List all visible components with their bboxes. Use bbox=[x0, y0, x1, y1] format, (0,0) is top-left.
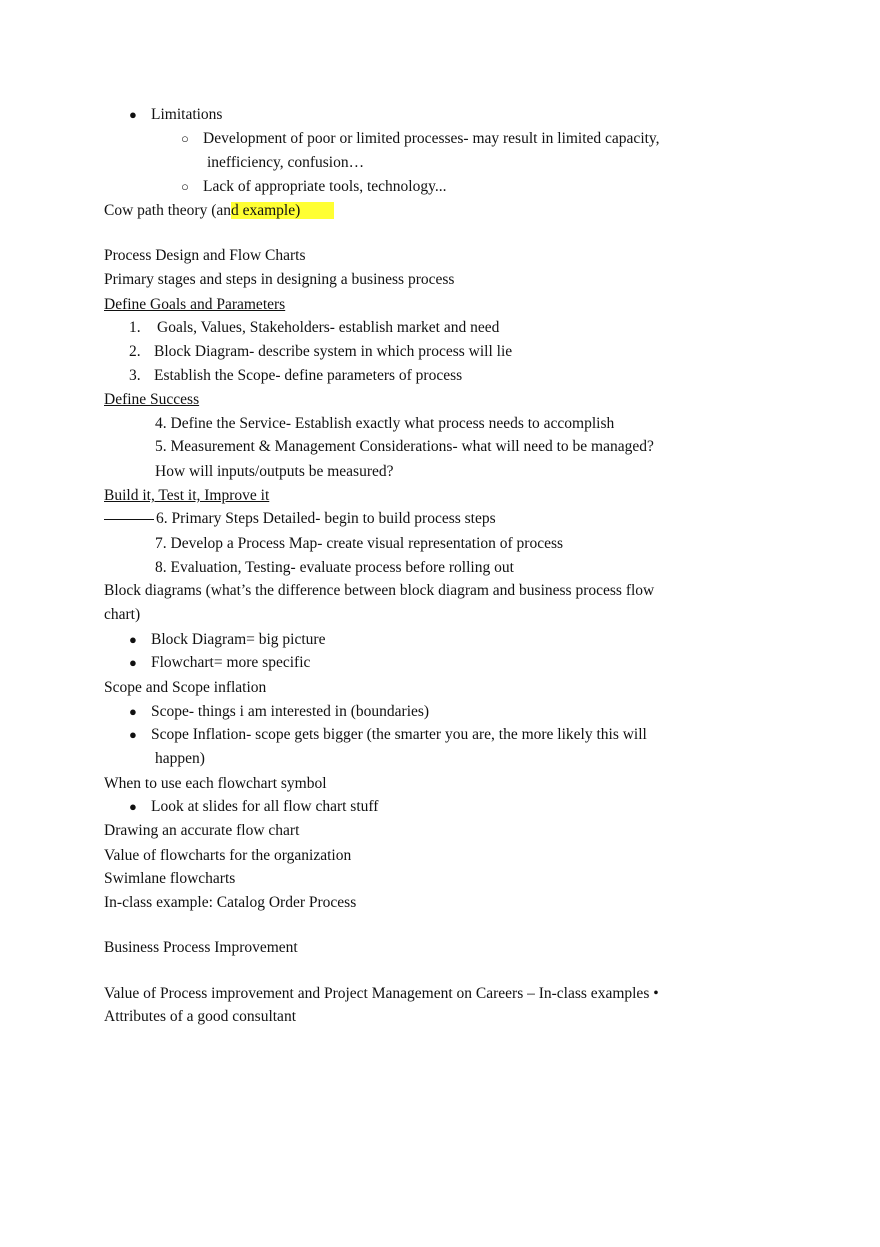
block-question-cont: chart) bbox=[104, 606, 141, 623]
limitation-item: Lack of appropriate tools, technology... bbox=[203, 178, 447, 195]
bullet-dot: ● bbox=[129, 727, 137, 742]
blank-line bbox=[104, 519, 154, 520]
highlighted-text: d example) bbox=[231, 202, 334, 219]
goal-item: Establish the Scope- define parameters of process bbox=[154, 367, 463, 384]
block-bullet: Block Diagram= big picture bbox=[151, 631, 326, 648]
closing-line: Attributes of a good consultant bbox=[104, 1008, 296, 1025]
goal-item: Goals, Values, Stakeholders- establish market and need bbox=[157, 319, 500, 336]
success-heading: Define Success bbox=[104, 391, 200, 408]
limitations-heading: Limitations bbox=[151, 106, 223, 123]
build-item-first bbox=[104, 509, 496, 529]
bullet-dot: ● bbox=[129, 704, 137, 719]
topic-line: Value of flowcharts for the organization bbox=[104, 847, 352, 864]
goal-number: 2. bbox=[129, 343, 141, 360]
goal-item: Block Diagram- describe system in which process will lie bbox=[154, 343, 513, 360]
scope-heading: Scope and Scope inflation bbox=[104, 679, 267, 696]
symbols-bullet: Look at slides for all flow chart stuff bbox=[151, 798, 379, 815]
topic-line: In-class example: Catalog Order Process bbox=[104, 894, 357, 911]
bullet-dot: ● bbox=[129, 655, 137, 670]
scope-bullet-cont: happen) bbox=[155, 750, 205, 767]
closing-line: Value of Process improvement and Project Management on Careers – In-class examples • bbox=[104, 985, 659, 1002]
bullet-dot: ● bbox=[129, 799, 137, 814]
cow-path-text: Cow path theory (an bbox=[104, 202, 231, 219]
build-item: 6. Primary Steps Detailed- begin to build process steps bbox=[156, 510, 496, 527]
cow-path-line bbox=[104, 201, 334, 221]
topic-line: Drawing an accurate flow chart bbox=[104, 822, 300, 839]
block-question: Block diagrams (what’s the difference between block diagram and business process flow bbox=[104, 582, 655, 599]
section-subtitle: Primary stages and steps in designing a business process bbox=[104, 271, 455, 288]
build-item: 7. Develop a Process Map- create visual representation of process bbox=[155, 535, 564, 552]
success-item: 5. Measurement & Management Considerations- what will need to be managed? bbox=[155, 438, 654, 455]
limitation-item: Development of poor or limited processes- may result in limited capacity, bbox=[203, 130, 660, 147]
bullet-circle: ○ bbox=[181, 131, 189, 146]
limitation-item-cont: inefficiency, confusion… bbox=[207, 154, 365, 171]
bullet-dot: ● bbox=[129, 632, 137, 647]
goal-number: 3. bbox=[129, 367, 141, 384]
bullet-circle: ○ bbox=[181, 179, 189, 194]
symbols-heading: When to use each flowchart symbol bbox=[104, 775, 327, 792]
bpi-title: Business Process Improvement bbox=[104, 939, 298, 956]
goals-heading: Define Goals and Parameters bbox=[104, 296, 286, 313]
scope-bullet: Scope- things i am interested in (boundaries) bbox=[151, 703, 430, 720]
scope-bullet: Scope Inflation- scope gets bigger (the smarter you are, the more likely this will bbox=[151, 726, 647, 743]
topic-line: Swimlane flowcharts bbox=[104, 870, 236, 887]
section-title: Process Design and Flow Charts bbox=[104, 247, 306, 264]
build-heading: Build it, Test it, Improve it bbox=[104, 487, 270, 504]
bullet-dot: ● bbox=[129, 107, 137, 122]
block-bullet: Flowchart= more specific bbox=[151, 654, 311, 671]
success-item-cont: How will inputs/outputs be measured? bbox=[155, 463, 394, 480]
success-item: 4. Define the Service- Establish exactly what process needs to accomplish bbox=[155, 415, 615, 432]
goal-number: 1. bbox=[129, 319, 141, 336]
build-item: 8. Evaluation, Testing- evaluate process before rolling out bbox=[155, 559, 514, 576]
